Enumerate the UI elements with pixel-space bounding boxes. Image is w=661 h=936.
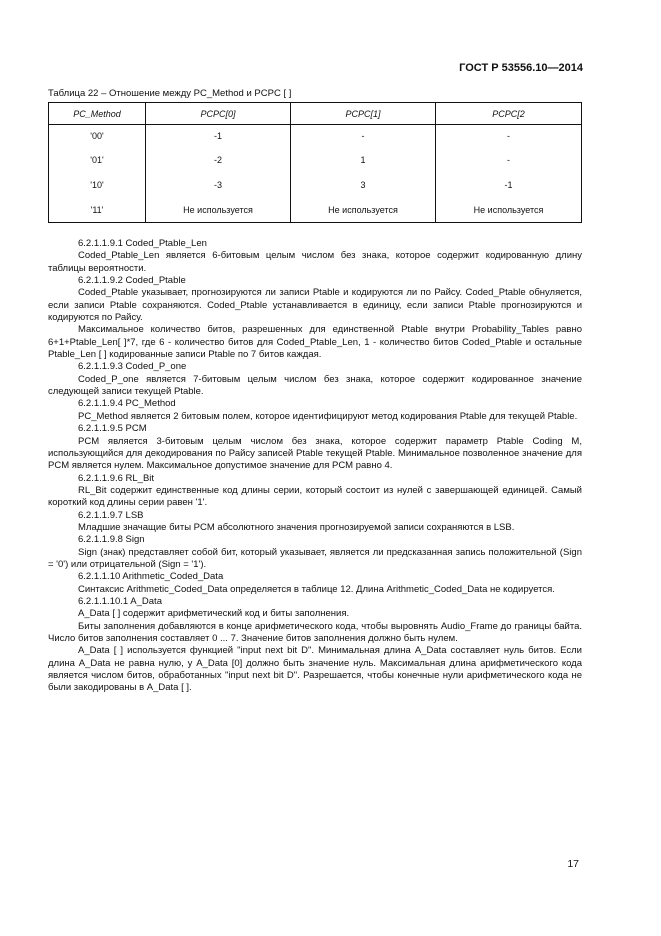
table-cell: 1 (291, 147, 436, 172)
section-heading: 6.2.1.1.9.2 Coded_Ptable (78, 275, 186, 287)
paragraph: Синтаксис Arithmetic_Coded_Data определяется в таблице 12. Длина Arithmetic_Coded_Data не кодируется. (78, 583, 555, 595)
paragraph: Coded_Ptable_Len является 6-битовым целым числом без знака, которое содержит кодированную длину таблицы вероятности. (48, 250, 582, 274)
table-cell: Не используется (436, 197, 582, 223)
header-pcpc-0: PCPC[0] (146, 103, 291, 125)
paragraph: Coded_P_one является 7-битовым целым числом без знака, которое содержит кодированное значение следующей записи текущей Ptable. (48, 373, 582, 398)
paragraph: Sign (знак) представляет собой бит, который указывает, является ли предсказанная запись положительной (Sign = '0') или отрицательной (Sign = '1'). (48, 546, 582, 570)
paragraph: Coded_Ptable указывает, прогнозируются ли записи Ptable и кодируются ли по Райсу. Coded_Ptable обнуляется, если записи Ptable сохраняются. Coded_Ptable устанавливается в единицу, если записи Ptable прогнозируются и кодируются по Райсу. (48, 287, 582, 324)
document-body (48, 238, 582, 695)
table-cell: '00' (49, 125, 146, 148)
section-heading: 6.2.1.1.9.6 RL_Bit (78, 472, 155, 484)
table-row (49, 147, 582, 172)
section-heading: 6.2.1.1.9.1 Coded_Ptable_Len (78, 238, 207, 249)
table-row (49, 197, 582, 223)
table-cell: -3 (146, 172, 291, 197)
section-heading: 6.2.1.1.10 Arithmetic_Coded_Data (78, 571, 224, 583)
section-heading: 6.2.1.1.9.8 Sign (78, 534, 145, 546)
table-cell: - (436, 147, 582, 172)
page-number: 17 (567, 858, 579, 870)
table-cell: -2 (146, 147, 291, 172)
table-cell: '10' (49, 172, 146, 197)
section-heading: 6.2.1.1.10.1 A_Data (78, 595, 162, 607)
table-cell: -1 (146, 125, 291, 148)
header-pcpc-2: PCPC[2 (436, 103, 582, 125)
table-cell: '01' (49, 147, 146, 172)
table-cell: 3 (291, 172, 436, 197)
table-cell: '11' (49, 197, 146, 223)
paragraph: PC_Method является 2 битовым полем, которое идентифицируют метод кодирования Ptable для текущей Ptable. (78, 410, 578, 422)
section-heading: 6.2.1.1.9.5 PCM (78, 423, 147, 435)
paragraph: A_Data [ ] используется функцией "input next bit D". Минимальная длина A_Data составляет нуль битов. Если длина A_Data не равна нулю, у A_Data [0] должно быть значение нуль. Максимальная длина арифметического кода является числом битов, обработанных "input next bit D". Разрешается, чтобы конечные нули арифметического кода не были закодированы в A_Data [ ]. (48, 645, 582, 694)
section-heading: 6.2.1.1.9.7 LSB (78, 509, 144, 521)
paragraph: A_Data [ ] содержит арифметический код и биты заполнения. (78, 608, 350, 620)
header-pc-method: PC_Method (49, 103, 146, 125)
paragraph: PCM является 3-битовым целым числом без знака, которое содержит параметр Ptable Coding M, использующийся для декодирования по Райсу записей Ptable текущей Ptable. Минимальное позволенное значение для PCM является нулем. Максимальное допустимое значение для PCM равно 4. (48, 435, 582, 472)
header-pcpc-1: PCPC[1] (291, 103, 436, 125)
paragraph: Младшие значащие биты PCM абсолютного значения прогнозируемой записи сохраняются в LSB. (78, 521, 515, 533)
table-cell: -1 (436, 172, 582, 197)
table-cell: Не используется (291, 197, 436, 223)
table-header-row (49, 103, 582, 125)
document-standard-header: ГОСТ Р 53556.10—2014 (459, 62, 583, 74)
table-row (49, 125, 582, 148)
table-row (49, 172, 582, 197)
section-heading: 6.2.1.1.9.4 PC_Method (78, 398, 176, 410)
paragraph: Максимальное количество битов, разрешенных для единственной Ptable внутри Probability_Tables равно 6+1+Ptable_Len[ ]*7, где 6 - количество битов для Coded_Ptable_Len, 1 - количество битов Coded_Ptable и остальные Ptable_Len [ ] кодированные записи Ptable по 7 битов каждая. (48, 324, 582, 361)
table-cell: - (291, 125, 436, 148)
table-cell: Не используется (146, 197, 291, 223)
table-caption: Таблица 22 – Отношение между PC_Method и PCPC [ ] (48, 88, 292, 99)
paragraph: RL_Bit содержит единственные код длины серии, который состоит из нулей с завершающей единицей. Самый короткий код длины серии равен '1'. (48, 484, 582, 509)
table-22 (48, 102, 582, 223)
paragraph: Биты заполнения добавляются в конце арифметического кода, чтобы выровнять Audio_Frame до границы байта. Число битов заполнения составляет 0 ... 7. Значение битов заполнения должно быть нулем. (48, 620, 582, 644)
section-heading: 6.2.1.1.9.3 Coded_P_one (78, 361, 187, 373)
table-cell: - (436, 125, 582, 148)
